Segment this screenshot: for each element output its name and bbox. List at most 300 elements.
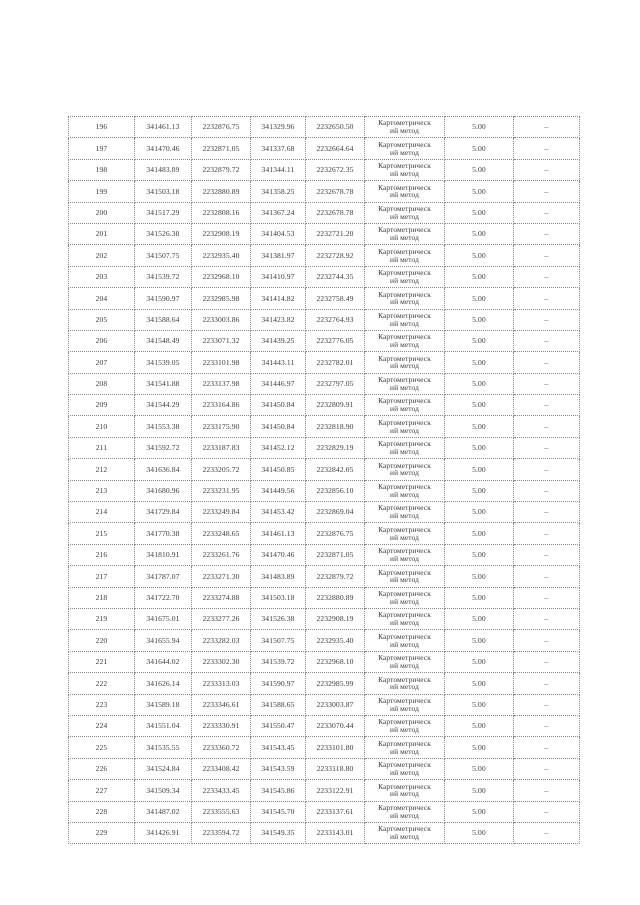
x-coordinate-cell: 341770.38 (135, 523, 192, 544)
method-cell (365, 330, 445, 351)
y-coordinate-cell: 2233274.88 (192, 587, 251, 608)
method-cell (365, 502, 445, 523)
accuracy-cell: 5.00 (445, 523, 514, 544)
accuracy-cell: 5.00 (445, 715, 514, 736)
x-prev-coordinate-cell: 341414.82 (251, 288, 306, 309)
y-coordinate-cell: 2233408.42 (192, 758, 251, 779)
accuracy-cell: 5.00 (445, 395, 514, 416)
method-cell (365, 395, 445, 416)
method-cell (365, 673, 445, 694)
accuracy-cell: 5.00 (445, 416, 514, 437)
method-cell (365, 630, 445, 651)
y-coordinate-cell: 2233071.32 (192, 330, 251, 351)
method-line-2: ий метод (390, 318, 419, 328)
table-row (69, 480, 580, 501)
y-prev-coordinate-cell: 2232797.05 (306, 373, 365, 394)
accuracy-cell: 5.00 (445, 373, 514, 394)
accuracy-cell: 5.00 (445, 544, 514, 565)
x-coordinate-cell: 341553.38 (135, 416, 192, 437)
accuracy-cell: 5.00 (445, 330, 514, 351)
method-line-1: Картометрическ (378, 674, 431, 684)
x-prev-coordinate-cell: 341543.59 (251, 758, 306, 779)
method-cell (365, 459, 445, 480)
x-coordinate-cell: 341526.38 (135, 223, 192, 244)
point-number-cell: 205 (69, 309, 135, 330)
x-coordinate-cell: 341517.29 (135, 202, 192, 223)
method-line-1: Картометрическ (378, 246, 431, 256)
table-row (69, 780, 580, 801)
method-line-1: Картометрическ (378, 289, 431, 299)
method-line-2: ий метод (390, 147, 419, 157)
coordinates-table-page (68, 116, 579, 844)
table-row (69, 330, 580, 351)
accuracy-cell: 5.00 (445, 673, 514, 694)
method-cell (365, 608, 445, 629)
note-cell: – (514, 715, 580, 736)
point-number-cell: 208 (69, 373, 135, 394)
y-coordinate-cell: 2233003.86 (192, 309, 251, 330)
x-coordinate-cell: 341787.07 (135, 566, 192, 587)
method-line-1: Картометрическ (378, 203, 431, 213)
table-row (69, 544, 580, 565)
method-line-1: Картометрическ (378, 139, 431, 149)
y-coordinate-cell: 2233555.63 (192, 801, 251, 822)
table-row (69, 715, 580, 736)
point-number-cell: 217 (69, 566, 135, 587)
method-line-2: ий метод (390, 639, 419, 649)
point-number-cell: 209 (69, 395, 135, 416)
x-coordinate-cell: 341544.29 (135, 395, 192, 416)
y-prev-coordinate-cell: 2232744.35 (306, 266, 365, 287)
method-line-2: ий метод (390, 511, 419, 521)
note-cell: – (514, 159, 580, 180)
table-row (69, 117, 580, 138)
x-coordinate-cell: 341509.34 (135, 780, 192, 801)
method-cell (365, 523, 445, 544)
method-line-1: Картометрическ (378, 760, 431, 770)
point-number-cell: 222 (69, 673, 135, 694)
y-coordinate-cell: 2232908.19 (192, 223, 251, 244)
note-cell: – (514, 822, 580, 843)
x-prev-coordinate-cell: 341367.24 (251, 202, 306, 223)
x-coordinate-cell: 341680.96 (135, 480, 192, 501)
method-cell (365, 373, 445, 394)
accuracy-cell: 5.00 (445, 801, 514, 822)
y-coordinate-cell: 2233360.72 (192, 737, 251, 758)
method-line-1: Картометрическ (378, 717, 431, 727)
y-coordinate-cell: 2233346.61 (192, 694, 251, 715)
method-cell (365, 758, 445, 779)
point-number-cell: 212 (69, 459, 135, 480)
method-line-2: ий метод (390, 489, 419, 499)
point-number-cell: 206 (69, 330, 135, 351)
method-cell (365, 780, 445, 801)
method-line-2: ий метод (390, 190, 419, 200)
point-number-cell: 213 (69, 480, 135, 501)
accuracy-cell: 5.00 (445, 437, 514, 458)
method-line-1: Картометрическ (378, 310, 431, 320)
method-line-2: ий метод (390, 275, 419, 285)
note-cell: – (514, 780, 580, 801)
method-cell (365, 117, 445, 138)
accuracy-cell: 5.00 (445, 181, 514, 202)
accuracy-cell: 5.00 (445, 502, 514, 523)
y-prev-coordinate-cell: 2233143.01 (306, 822, 365, 843)
table-row (69, 694, 580, 715)
method-cell (365, 352, 445, 373)
method-cell (365, 223, 445, 244)
accuracy-cell: 5.00 (445, 651, 514, 672)
method-line-1: Картометрическ (378, 588, 431, 598)
accuracy-cell: 5.00 (445, 245, 514, 266)
method-line-2: ий метод (390, 618, 419, 628)
y-prev-coordinate-cell: 2232985.99 (306, 673, 365, 694)
table-row (69, 523, 580, 544)
method-cell (365, 202, 445, 223)
accuracy-cell: 5.00 (445, 758, 514, 779)
y-coordinate-cell: 2233175.90 (192, 416, 251, 437)
note-cell: – (514, 587, 580, 608)
y-prev-coordinate-cell: 2232856.10 (306, 480, 365, 501)
y-prev-coordinate-cell: 2232809.91 (306, 395, 365, 416)
x-coordinate-cell: 341551.04 (135, 715, 192, 736)
y-coordinate-cell: 2232871.05 (192, 138, 251, 159)
accuracy-cell: 5.00 (445, 223, 514, 244)
method-cell (365, 416, 445, 437)
x-prev-coordinate-cell: 341545.86 (251, 780, 306, 801)
y-coordinate-cell: 2232808.16 (192, 202, 251, 223)
y-coordinate-cell: 2233330.91 (192, 715, 251, 736)
y-prev-coordinate-cell: 2232678.78 (306, 202, 365, 223)
y-coordinate-cell: 2233248.65 (192, 523, 251, 544)
y-prev-coordinate-cell: 2233137.61 (306, 801, 365, 822)
method-cell (365, 309, 445, 330)
table-row (69, 608, 580, 629)
table-row (69, 395, 580, 416)
accuracy-cell: 5.00 (445, 459, 514, 480)
x-coordinate-cell: 341675.01 (135, 608, 192, 629)
point-number-cell: 220 (69, 630, 135, 651)
note-cell: – (514, 437, 580, 458)
point-number-cell: 224 (69, 715, 135, 736)
y-coordinate-cell: 2233271.30 (192, 566, 251, 587)
y-coordinate-cell: 2233277.26 (192, 608, 251, 629)
x-prev-coordinate-cell: 341507.75 (251, 630, 306, 651)
x-coordinate-cell: 341487.02 (135, 801, 192, 822)
method-line-1: Картометрическ (378, 653, 431, 663)
note-cell: – (514, 223, 580, 244)
accuracy-cell: 5.00 (445, 630, 514, 651)
method-line-1: Картометрическ (378, 182, 431, 192)
method-line-2: ий метод (390, 596, 419, 606)
point-number-cell: 216 (69, 544, 135, 565)
y-prev-coordinate-cell: 2232818.90 (306, 416, 365, 437)
y-coordinate-cell: 2232935.40 (192, 245, 251, 266)
point-number-cell: 210 (69, 416, 135, 437)
note-cell: – (514, 330, 580, 351)
x-coordinate-cell: 341655.94 (135, 630, 192, 651)
x-prev-coordinate-cell: 341450.84 (251, 416, 306, 437)
y-prev-coordinate-cell: 2232721.20 (306, 223, 365, 244)
method-line-1: Картометрическ (378, 781, 431, 791)
method-line-2: ий метод (390, 810, 419, 820)
x-coordinate-cell: 341636.84 (135, 459, 192, 480)
table-row (69, 416, 580, 437)
method-cell (365, 651, 445, 672)
y-prev-coordinate-cell: 2233003.87 (306, 694, 365, 715)
accuracy-cell: 5.00 (445, 159, 514, 180)
y-prev-coordinate-cell: 2232776.05 (306, 330, 365, 351)
x-prev-coordinate-cell: 341337.68 (251, 138, 306, 159)
method-line-2: ий метод (390, 746, 419, 756)
table-row (69, 459, 580, 480)
method-cell (365, 288, 445, 309)
method-line-1: Картометрическ (378, 695, 431, 705)
x-prev-coordinate-cell: 341329.96 (251, 117, 306, 138)
method-cell (365, 822, 445, 843)
y-coordinate-cell: 2233164.86 (192, 395, 251, 416)
x-prev-coordinate-cell: 341344.11 (251, 159, 306, 180)
x-prev-coordinate-cell: 341450.85 (251, 459, 306, 480)
method-line-2: ий метод (390, 340, 419, 350)
accuracy-cell: 5.00 (445, 202, 514, 223)
note-cell: – (514, 181, 580, 202)
method-line-2: ий метод (390, 575, 419, 585)
method-cell (365, 181, 445, 202)
y-coordinate-cell: 2233231.95 (192, 480, 251, 501)
method-line-2: ий метод (390, 361, 419, 371)
table-row (69, 373, 580, 394)
method-line-1: Картометрическ (378, 439, 431, 449)
method-line-1: Картометрическ (378, 417, 431, 427)
method-line-1: Картометрическ (378, 268, 431, 278)
accuracy-cell: 5.00 (445, 737, 514, 758)
method-line-1: Картометрическ (378, 118, 431, 128)
y-prev-coordinate-cell: 2232664.64 (306, 138, 365, 159)
y-coordinate-cell: 2232879.72 (192, 159, 251, 180)
accuracy-cell: 5.00 (445, 309, 514, 330)
note-cell: – (514, 566, 580, 587)
method-line-1: Картометрическ (378, 631, 431, 641)
x-prev-coordinate-cell: 341526.38 (251, 608, 306, 629)
point-number-cell: 201 (69, 223, 135, 244)
table-row (69, 587, 580, 608)
accuracy-cell: 5.00 (445, 266, 514, 287)
method-line-2: ий метод (390, 682, 419, 692)
table-row (69, 352, 580, 373)
method-line-1: Картометрическ (378, 375, 431, 385)
y-coordinate-cell: 2233137.98 (192, 373, 251, 394)
note-cell: – (514, 630, 580, 651)
table-row (69, 566, 580, 587)
x-coordinate-cell: 341539.72 (135, 266, 192, 287)
note-cell: – (514, 245, 580, 266)
method-line-1: Картометрическ (378, 824, 431, 834)
y-coordinate-cell: 2233282.03 (192, 630, 251, 651)
note-cell: – (514, 416, 580, 437)
note-cell: – (514, 117, 580, 138)
point-number-cell: 228 (69, 801, 135, 822)
method-line-2: ий метод (390, 767, 419, 777)
method-line-1: Картометрическ (378, 738, 431, 748)
table-row (69, 138, 580, 159)
method-line-2: ий метод (390, 126, 419, 136)
table-row (69, 801, 580, 822)
method-line-1: Картометрическ (378, 482, 431, 492)
x-coordinate-cell: 341592.72 (135, 437, 192, 458)
note-cell: – (514, 737, 580, 758)
point-number-cell: 200 (69, 202, 135, 223)
x-prev-coordinate-cell: 341404.53 (251, 223, 306, 244)
x-prev-coordinate-cell: 341449.56 (251, 480, 306, 501)
point-number-cell: 215 (69, 523, 135, 544)
method-line-2: ий метод (390, 789, 419, 799)
table-row (69, 266, 580, 287)
y-prev-coordinate-cell: 2233070.44 (306, 715, 365, 736)
x-coordinate-cell: 341539.05 (135, 352, 192, 373)
accuracy-cell: 5.00 (445, 780, 514, 801)
method-cell (365, 245, 445, 266)
point-number-cell: 229 (69, 822, 135, 843)
method-line-2: ий метод (390, 297, 419, 307)
x-coordinate-cell: 341722.70 (135, 587, 192, 608)
point-number-cell: 226 (69, 758, 135, 779)
table-row (69, 437, 580, 458)
method-cell (365, 694, 445, 715)
note-cell: – (514, 459, 580, 480)
y-prev-coordinate-cell: 2232678.78 (306, 181, 365, 202)
coordinates-table-body (69, 117, 580, 844)
point-number-cell: 196 (69, 117, 135, 138)
y-coordinate-cell: 2233205.72 (192, 459, 251, 480)
x-prev-coordinate-cell: 341452.12 (251, 437, 306, 458)
x-coordinate-cell: 341426.91 (135, 822, 192, 843)
method-line-1: Картометрическ (378, 567, 431, 577)
x-prev-coordinate-cell: 341443.11 (251, 352, 306, 373)
method-line-2: ий метод (390, 532, 419, 542)
method-cell (365, 159, 445, 180)
table-row (69, 181, 580, 202)
y-prev-coordinate-cell: 2232758.49 (306, 288, 365, 309)
method-cell (365, 566, 445, 587)
x-prev-coordinate-cell: 341453.42 (251, 502, 306, 523)
x-coordinate-cell: 341507.75 (135, 245, 192, 266)
note-cell: – (514, 373, 580, 394)
note-cell: – (514, 758, 580, 779)
method-line-1: Картометрическ (378, 802, 431, 812)
point-number-cell: 199 (69, 181, 135, 202)
x-prev-coordinate-cell: 341410.97 (251, 266, 306, 287)
y-prev-coordinate-cell: 2232880.89 (306, 587, 365, 608)
method-line-2: ий метод (390, 554, 419, 563)
x-prev-coordinate-cell: 341446.97 (251, 373, 306, 394)
y-coordinate-cell: 2233249.84 (192, 502, 251, 523)
y-coordinate-cell: 2232880.89 (192, 181, 251, 202)
table-row (69, 651, 580, 672)
table-row (69, 502, 580, 523)
method-line-1: Картометрическ (378, 546, 431, 556)
accuracy-cell: 5.00 (445, 480, 514, 501)
y-prev-coordinate-cell: 2232842.05 (306, 459, 365, 480)
method-line-2: ий метод (390, 233, 419, 243)
method-line-1: Картометрическ (378, 353, 431, 363)
method-line-2: ий метод (390, 254, 419, 264)
x-prev-coordinate-cell: 341503.18 (251, 587, 306, 608)
accuracy-cell: 5.00 (445, 566, 514, 587)
y-coordinate-cell: 2233261.76 (192, 544, 251, 565)
y-coordinate-cell: 2232968.10 (192, 266, 251, 287)
x-coordinate-cell: 341461.13 (135, 117, 192, 138)
method-line-1: Картометрическ (378, 332, 431, 342)
method-line-2: ий метод (390, 832, 419, 842)
note-cell: – (514, 694, 580, 715)
accuracy-cell: 5.00 (445, 288, 514, 309)
y-prev-coordinate-cell: 2232908.19 (306, 608, 365, 629)
method-cell (365, 437, 445, 458)
method-cell (365, 544, 445, 565)
note-cell: – (514, 395, 580, 416)
point-number-cell: 227 (69, 780, 135, 801)
method-line-2: ий метод (390, 211, 419, 221)
coordinates-table (68, 116, 580, 844)
y-prev-coordinate-cell: 2232764.93 (306, 309, 365, 330)
method-line-1: Картометрическ (378, 225, 431, 235)
point-number-cell: 223 (69, 694, 135, 715)
x-prev-coordinate-cell: 341470.46 (251, 544, 306, 565)
x-coordinate-cell: 341524.84 (135, 758, 192, 779)
y-coordinate-cell: 2233187.83 (192, 437, 251, 458)
x-coordinate-cell: 341535.55 (135, 737, 192, 758)
method-line-1: Картометрическ (378, 396, 431, 406)
point-number-cell: 203 (69, 266, 135, 287)
point-number-cell: 198 (69, 159, 135, 180)
y-prev-coordinate-cell: 2232968.10 (306, 651, 365, 672)
method-cell (365, 587, 445, 608)
x-coordinate-cell: 341541.88 (135, 373, 192, 394)
x-coordinate-cell: 341589.18 (135, 694, 192, 715)
table-row (69, 159, 580, 180)
table-row (69, 288, 580, 309)
method-line-1: Картометрическ (378, 524, 431, 534)
y-prev-coordinate-cell: 2232879.72 (306, 566, 365, 587)
point-number-cell: 225 (69, 737, 135, 758)
note-cell: – (514, 544, 580, 565)
y-prev-coordinate-cell: 2233101.80 (306, 737, 365, 758)
note-cell: – (514, 523, 580, 544)
table-row (69, 630, 580, 651)
accuracy-cell: 5.00 (445, 117, 514, 138)
y-coordinate-cell: 2232876.75 (192, 117, 251, 138)
method-line-2: ий метод (390, 725, 419, 735)
x-prev-coordinate-cell: 341439.25 (251, 330, 306, 351)
x-coordinate-cell: 341729.84 (135, 502, 192, 523)
y-prev-coordinate-cell: 2232829.19 (306, 437, 365, 458)
x-prev-coordinate-cell: 341543.45 (251, 737, 306, 758)
table-row (69, 223, 580, 244)
x-prev-coordinate-cell: 341483.89 (251, 566, 306, 587)
y-coordinate-cell: 2233101.98 (192, 352, 251, 373)
method-cell (365, 480, 445, 501)
y-prev-coordinate-cell: 2232728.92 (306, 245, 365, 266)
x-prev-coordinate-cell: 341590.97 (251, 673, 306, 694)
note-cell: – (514, 138, 580, 159)
method-line-1: Картометрическ (378, 161, 431, 171)
y-prev-coordinate-cell: 2232650.50 (306, 117, 365, 138)
method-line-2: ий метод (390, 404, 419, 414)
accuracy-cell: 5.00 (445, 138, 514, 159)
x-prev-coordinate-cell: 341461.13 (251, 523, 306, 544)
y-prev-coordinate-cell: 2232871.05 (306, 544, 365, 565)
